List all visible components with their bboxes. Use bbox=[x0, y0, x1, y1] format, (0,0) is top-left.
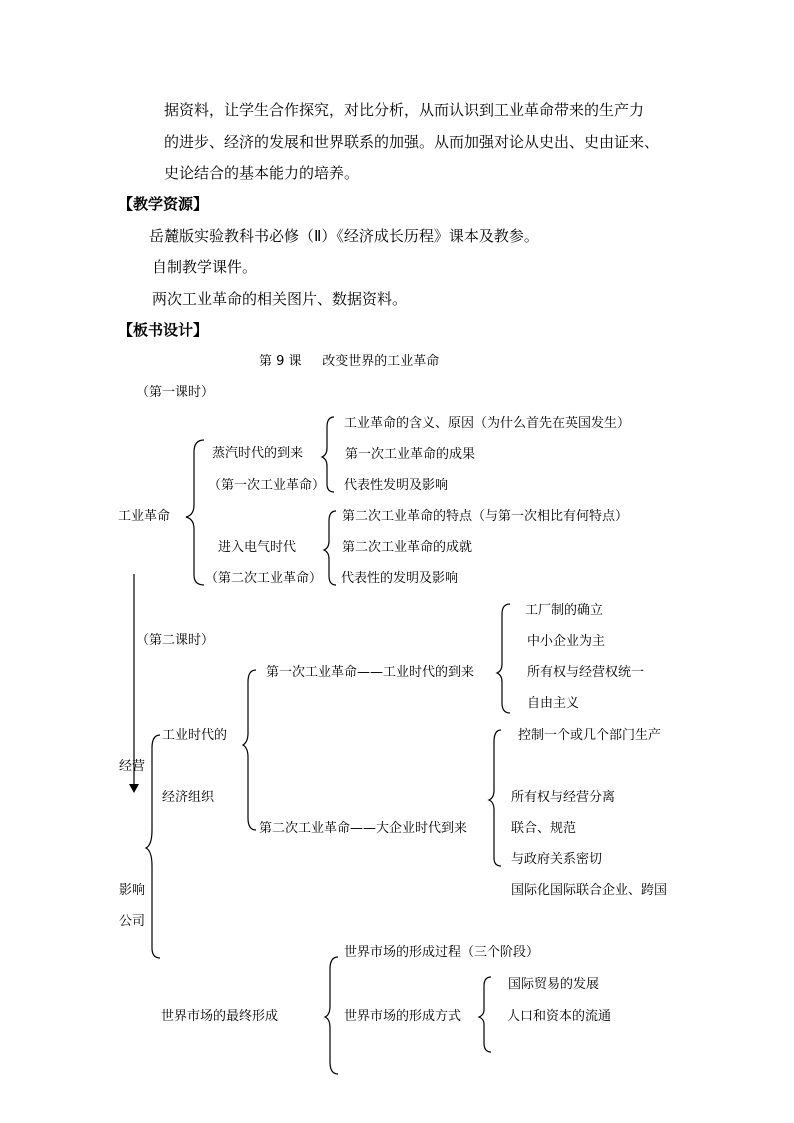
arrow-label-top: 经营 bbox=[119, 759, 146, 774]
electric-title: 进入电气时代 bbox=[218, 540, 297, 555]
period-2-label: （第二课时） bbox=[136, 633, 215, 648]
intro-line-1: 据资料，让学生合作探究，对比分析，从而认识到工业革命带来的生产力 bbox=[164, 101, 645, 119]
brace-first-items bbox=[497, 604, 510, 713]
resource-item: 自制教学课件。 bbox=[152, 258, 258, 276]
steam-item: 代表性发明及影响 bbox=[344, 478, 449, 493]
econ-org-line-2: 经济组织 bbox=[162, 790, 215, 805]
intro-line-3: 史论结合的基本能力的培养。 bbox=[164, 164, 360, 182]
electric-item: 第二次工业革命的成就 bbox=[342, 540, 473, 555]
world-market-title: 世界市场的最终形成 bbox=[161, 1009, 279, 1024]
brace-second-items bbox=[489, 730, 501, 866]
econ-second-item: 与政府关系密切 bbox=[511, 852, 603, 867]
root-industrial-revolution: 工业革命 bbox=[118, 509, 171, 524]
ways-item: 人口和资本的流通 bbox=[507, 1009, 612, 1024]
arrow-head bbox=[129, 784, 139, 793]
steam-title: 蒸汽时代的到来 bbox=[212, 446, 304, 461]
electric-subtitle: （第二次工业革命） bbox=[205, 571, 323, 586]
intro-line-2: 的进步、经济的发展和世界联系的加强。从而加强对论从史出、史由证来、 bbox=[164, 133, 660, 151]
econ-first-item: 中小企业为主 bbox=[527, 634, 606, 649]
steam-subtitle: （第一次工业革命） bbox=[208, 478, 326, 493]
world-market-ways: 世界市场的形成方式 bbox=[344, 1009, 462, 1024]
arrow-label-bottom-1: 影响 bbox=[119, 883, 146, 898]
world-market-process: 世界市场的形成过程（三个阶段） bbox=[344, 945, 540, 960]
resources-heading: 【教学资源】 bbox=[118, 195, 209, 213]
brace-electric-items bbox=[324, 511, 336, 585]
brace-world-market bbox=[325, 957, 338, 1074]
econ-first-title: 第一次工业革命——工业时代的到来 bbox=[266, 665, 475, 680]
econ-org-line-1: 工业时代的 bbox=[162, 728, 228, 743]
electric-item: 代表性的发明及影响 bbox=[341, 571, 459, 586]
ways-item: 国际贸易的发展 bbox=[508, 977, 600, 992]
brace-econ-org-right bbox=[243, 670, 256, 830]
econ-second-item: 国际化国际联合企业、跨国 bbox=[511, 883, 668, 898]
arrow-label-bottom-2: 公司 bbox=[119, 914, 146, 929]
econ-second-title: 第二次工业革命——大企业时代到来 bbox=[259, 821, 468, 836]
econ-first-item: 工厂制的确立 bbox=[525, 603, 604, 618]
econ-second-item: 控制一个或几个部门生产 bbox=[518, 728, 662, 743]
steam-item: 第一次工业革命的成果 bbox=[345, 447, 476, 462]
lesson-title: 第 9 课 改变世界的工业革命 bbox=[259, 354, 440, 369]
brace-econ-org-left bbox=[146, 735, 160, 958]
brace-ways bbox=[479, 977, 491, 1052]
period-1-label: （第一课时） bbox=[136, 385, 215, 400]
resource-item: 两次工业革命的相关图片、数据资料。 bbox=[152, 290, 408, 308]
electric-item: 第二次工业革命的特点（与第一次相比有何特点） bbox=[342, 509, 629, 524]
econ-second-item: 联合、规范 bbox=[511, 821, 577, 836]
steam-item: 工业革命的含义、原因（为什么首先在英国发生） bbox=[344, 416, 631, 431]
econ-first-item: 所有权与经营权统一 bbox=[527, 665, 645, 680]
brace-industrial-revolution bbox=[186, 440, 204, 585]
board-heading: 【板书设计】 bbox=[118, 321, 209, 339]
econ-second-item: 所有权与经营分离 bbox=[511, 790, 616, 805]
econ-first-item: 自由主义 bbox=[527, 696, 580, 711]
resource-item: 岳麓版实验教科书必修（Ⅱ）《经济成长历程》课本及教参。 bbox=[149, 227, 539, 245]
